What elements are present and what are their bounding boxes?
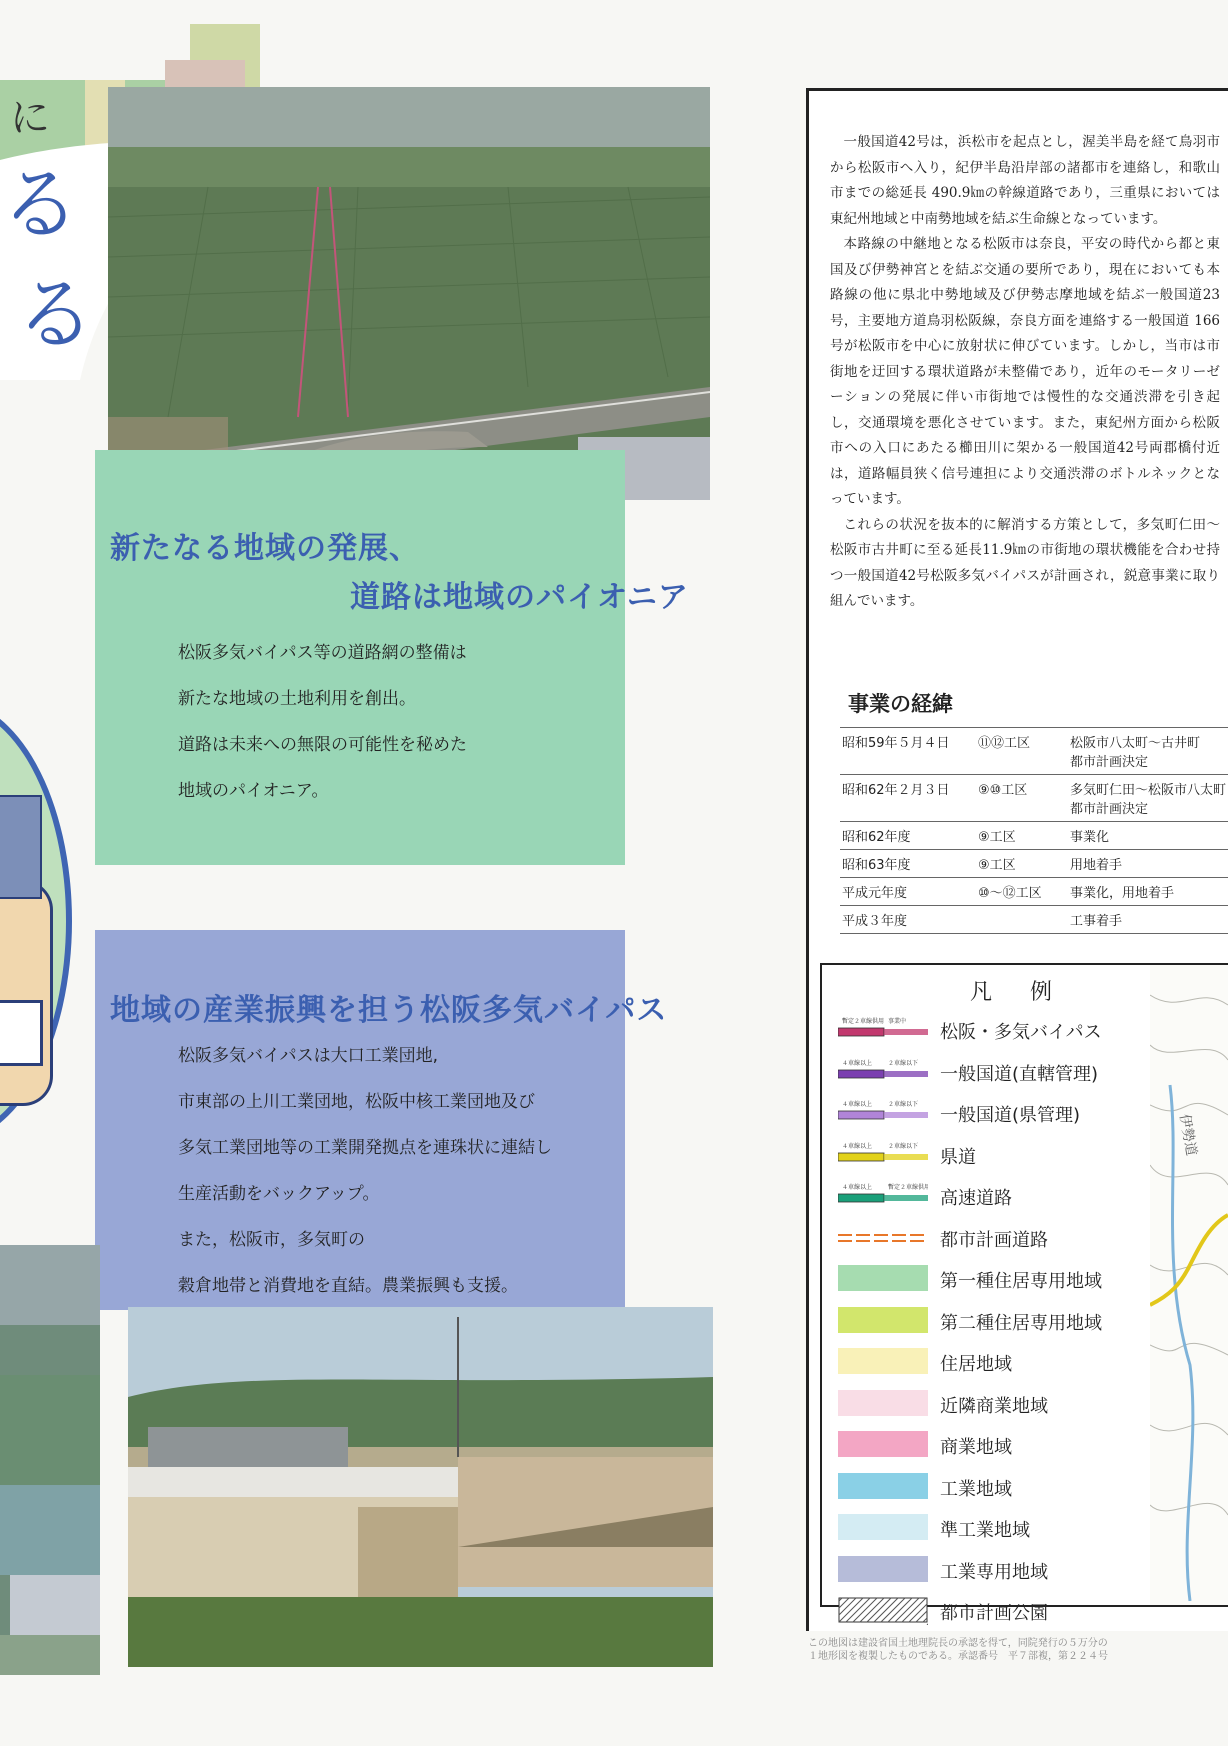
legend-label: 工業専用地域 xyxy=(940,1561,1048,1583)
table-row xyxy=(840,775,1228,822)
headline-fragment: る xyxy=(15,268,96,361)
legend-label: 県道 xyxy=(940,1146,976,1168)
history-title: 事業の経緯 xyxy=(848,692,953,716)
body-line: 市東部の上川工業団地，松阪中核工業団地及び xyxy=(178,1092,535,1112)
history-date: 昭和63年度 xyxy=(840,850,976,878)
table-row xyxy=(840,822,1228,850)
svg-text:２車線以下: ２車線以下 xyxy=(888,1059,919,1067)
legend-label: 近隣商業地域 xyxy=(940,1395,1048,1417)
svg-text:事業中: 事業中 xyxy=(888,1018,907,1025)
intro-paragraph: 一般国道42号は，浜松市を起点とし，渥美半島を経て鳥羽市から松阪市へ入り，紀伊半島沿岸部の諸都市を連絡し，和歌山市までの総延長 490.9㎞の幹線道路であり，三重県においては東紀州地域と中南勢地域を結ぶ生命線となっています。 xyxy=(830,134,1220,227)
history-desc: 事業化，用地着手 xyxy=(1068,878,1228,906)
history-section: ⑪⑫工区 xyxy=(976,728,1068,775)
body-line: 生産活動をバックアップ。 xyxy=(178,1184,380,1204)
illustration-figure xyxy=(0,880,53,1106)
history-section: ⑨工区 xyxy=(976,850,1068,878)
topographic-map xyxy=(1150,965,1228,1601)
map-footnote xyxy=(808,1637,1108,1663)
body-line: 地域のパイオニア。 xyxy=(178,781,329,801)
map-excerpt xyxy=(1150,963,1228,1607)
section2-body xyxy=(178,1033,618,1309)
headline-fragment: に xyxy=(10,95,51,141)
legend-swatch xyxy=(838,1056,928,1086)
section1-heading-line1: 新たなる地域の発展、 xyxy=(110,531,420,566)
aerial-photo-industrial-park xyxy=(0,1245,100,1675)
legend-swatch xyxy=(838,1388,928,1418)
legend-swatch xyxy=(838,1222,928,1252)
headline-fragment: る xyxy=(0,158,81,251)
history-desc: 多気町仁田～松阪市八太町 都市計画決定 xyxy=(1068,775,1228,822)
illustration-figure xyxy=(0,1000,43,1066)
svg-text:４車線以上: ４車線以上 xyxy=(842,1059,873,1067)
legend-swatch xyxy=(838,1305,928,1335)
legend-swatch xyxy=(838,1554,928,1584)
body-line: また，松阪市，多気町の xyxy=(178,1230,365,1250)
legend-swatch xyxy=(838,1263,928,1293)
intro-paragraph: これらの状況を抜本的に解消する方策として，多気町仁田～松阪市古井町に至る延長11.9㎞の市街地の環状機能を合わせ持つ一般国道42号松阪多気バイパスが計画され，鋭意事業に取り組んでいます。 xyxy=(830,516,1220,609)
body-line: 新たな地域の土地利用を創出。 xyxy=(178,689,416,709)
legend-label: 工業地域 xyxy=(940,1478,1012,1500)
history-date: 平成３年度 xyxy=(840,906,976,934)
history-section: ⑩～⑫工区 xyxy=(976,878,1068,906)
legend-label: 一般国道(県管理) xyxy=(940,1105,1081,1126)
table-row xyxy=(840,728,1228,775)
legend-label: 都市計画公園 xyxy=(940,1603,1048,1624)
aerial-photo-interchange xyxy=(108,87,710,500)
legend-swatch xyxy=(838,1512,928,1542)
footnote-line: この地図は建設省国土地理院長の承認を得て，同院発行の５万分の xyxy=(808,1638,1108,1649)
factory-photo xyxy=(128,1307,713,1667)
legend-label: 松阪・多気バイパス xyxy=(940,1022,1102,1043)
legend-swatch xyxy=(838,1097,928,1127)
history-date: 昭和59年５月４日 xyxy=(840,728,976,775)
legend-label: 商業地域 xyxy=(940,1437,1012,1458)
history-section: ⑨工区 xyxy=(976,822,1068,850)
history-date: 昭和62年度 xyxy=(840,822,976,850)
legend-swatch xyxy=(838,1139,928,1169)
legend-label: 住居地域 xyxy=(940,1354,1012,1375)
body-line: 道路は未来への無限の可能性を秘めた xyxy=(178,735,467,755)
map-label: 伊勢道 xyxy=(1176,1112,1200,1158)
svg-text:４車線以上: ４車線以上 xyxy=(842,1184,873,1191)
legend-swatch xyxy=(838,1595,928,1625)
intro-text xyxy=(830,130,1220,615)
legend-label: 都市計画道路 xyxy=(940,1229,1048,1251)
legend-label: 第一種住居専用地域 xyxy=(940,1271,1102,1292)
table-row xyxy=(840,906,1228,934)
svg-text:２車線以下: ２車線以下 xyxy=(888,1101,919,1108)
history-date: 昭和62年２月３日 xyxy=(840,775,976,822)
legend-label: 準工業地域 xyxy=(940,1520,1030,1541)
svg-text:暫定２車線供用: 暫定２車線供用 xyxy=(888,1184,928,1191)
svg-text:２車線以下: ２車線以下 xyxy=(888,1142,919,1150)
history-date: 平成元年度 xyxy=(840,878,976,906)
legend-label: 一般国道(直轄管理) xyxy=(940,1063,1099,1085)
body-line: 松阪多気バイパス等の道路網の整備は xyxy=(178,643,467,663)
body-line: 穀倉地帯と消費地を直結。農業振興も支援。 xyxy=(178,1276,518,1296)
footnote-line: １地形図を複製したものである。承認番号 平７部複，第２２４号 xyxy=(808,1651,1108,1662)
legend-title: 凡 例 xyxy=(970,980,1061,1005)
legend-swatch xyxy=(838,1471,928,1501)
intro-paragraph: 本路線の中継地となる松阪市は奈良，平安の時代から都と東国及び伊勢神宮とを結ぶ交通の要所であり，現在においても本路線の他に県北中勢地域及び伊勢志摩地域を結ぶ一般国道23号，主要地方道鳥羽松阪線，奈良方面を連絡する一般国道 166号が松阪市を中心に放射状に伸びています。しかし，当市は市街地を迂回する環状道路が未整備であり，近年のモータリーゼーションの発展に伴い市街地では慢性的な交通渋滞を引き起し，交通環境を悪化させています。また，東紀州方面から松阪市への入口にあたる櫛田川に架かる一般国道42号両郡橋付近は，道路幅員狭く信号連担により交通渋滞のボトルネックとなっています。 xyxy=(830,236,1220,507)
table-row xyxy=(840,878,1228,906)
legend-swatch xyxy=(838,1429,928,1459)
history-desc: 事業化 xyxy=(1068,822,1228,850)
body-line: 松阪多気バイパスは大口工業団地, xyxy=(178,1046,439,1066)
history-section xyxy=(976,906,1068,934)
history-desc: 松阪市八太町～古井町 都市計画決定 xyxy=(1068,728,1228,775)
section2-heading: 地域の産業振興を担う松阪多気バイパス xyxy=(110,993,668,1028)
legend-swatch xyxy=(838,1014,928,1044)
history-desc: 用地着手 xyxy=(1068,850,1228,878)
history-table xyxy=(840,727,1228,934)
legend-swatch xyxy=(838,1346,928,1376)
svg-text:４車線以上: ４車線以上 xyxy=(842,1142,873,1150)
svg-text:暫定２車線供用: 暫定２車線供用 xyxy=(842,1018,885,1025)
table-row xyxy=(840,850,1228,878)
history-desc: 工事着手 xyxy=(1068,906,1228,934)
history-section: ⑨⑩工区 xyxy=(976,775,1068,822)
legend-label: 高速道路 xyxy=(940,1188,1012,1209)
section1-heading-line2: 道路は地域のパイオニア xyxy=(350,580,689,615)
legend-swatch xyxy=(838,1180,928,1210)
legend-label: 第二種住居専用地域 xyxy=(940,1312,1102,1334)
illustration-building xyxy=(0,795,42,899)
section1-body xyxy=(178,630,598,814)
svg-text:４車線以上: ４車線以上 xyxy=(842,1101,873,1108)
body-line: 多気工業団地等の工業開発拠点を連珠状に連結し xyxy=(178,1138,552,1158)
